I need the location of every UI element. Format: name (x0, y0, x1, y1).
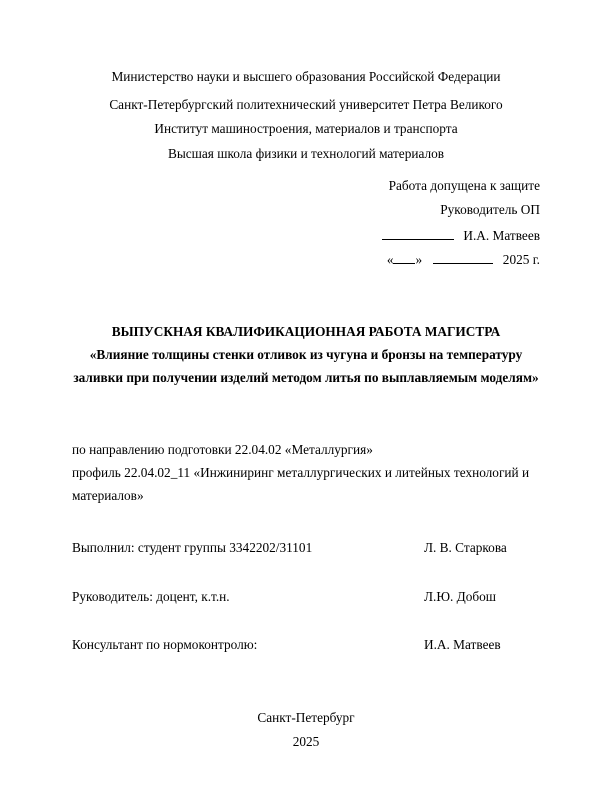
program-profile: профиль 22.04.02_11 «Инжиниринг металлургических и литейных технологий и материалов» (72, 465, 530, 503)
program-head-name: И.А. Матвеев (463, 228, 540, 243)
year-text: 2025 г. (502, 252, 540, 267)
supervisor-name: Л.Ю. Добош (424, 589, 497, 604)
norm-control-label: Консультант по нормоконтролю: (72, 637, 258, 652)
month-blank (433, 251, 493, 264)
day-blank (393, 251, 415, 264)
program-direction: по направлению подготовки 22.04.02 «Металлургия» (72, 442, 373, 457)
quote-close: » (415, 252, 423, 267)
direction-block (72, 438, 540, 507)
signature-blank (382, 227, 454, 240)
school-line: Высшая школа физики и технологий материалов (167, 146, 445, 161)
admitted-line: Работа допущена к защите (388, 178, 540, 193)
ministry-line: Министерство науки и высшего образования Российской Федерации (111, 69, 501, 84)
institute-line: Институт машиностроения, материалов и транспорта (154, 121, 458, 136)
work-kind: ВЫПУСКНАЯ КВАЛИФИКАЦИОННАЯ РАБОТА МАГИСТРА (111, 324, 501, 339)
quote-open: « (386, 252, 394, 267)
city-line: Санкт-Петербург (257, 710, 355, 725)
university-line: Санкт-Петербургский политехнический университет Петра Великого (109, 97, 503, 112)
work-title-block (72, 320, 540, 389)
date-line (387, 251, 540, 268)
work-topic: «Влияние толщины стенки отливок из чугуна и бронзы на температуру заливки при получении изделий методом литья по выплавляемым моделям» (73, 347, 539, 385)
year-line: 2025 (292, 734, 320, 749)
student-name: Л. В. Старкова (424, 540, 507, 555)
program-head-signature-line (382, 227, 540, 244)
norm-control-name: И.А. Матвеев (424, 637, 501, 652)
program-head-line: Руководитель ОП (440, 202, 540, 217)
student-label: Выполнил: студент группы 3342202/31101 (72, 540, 313, 555)
supervisor-label: Руководитель: доцент, к.т.н. (72, 589, 230, 604)
